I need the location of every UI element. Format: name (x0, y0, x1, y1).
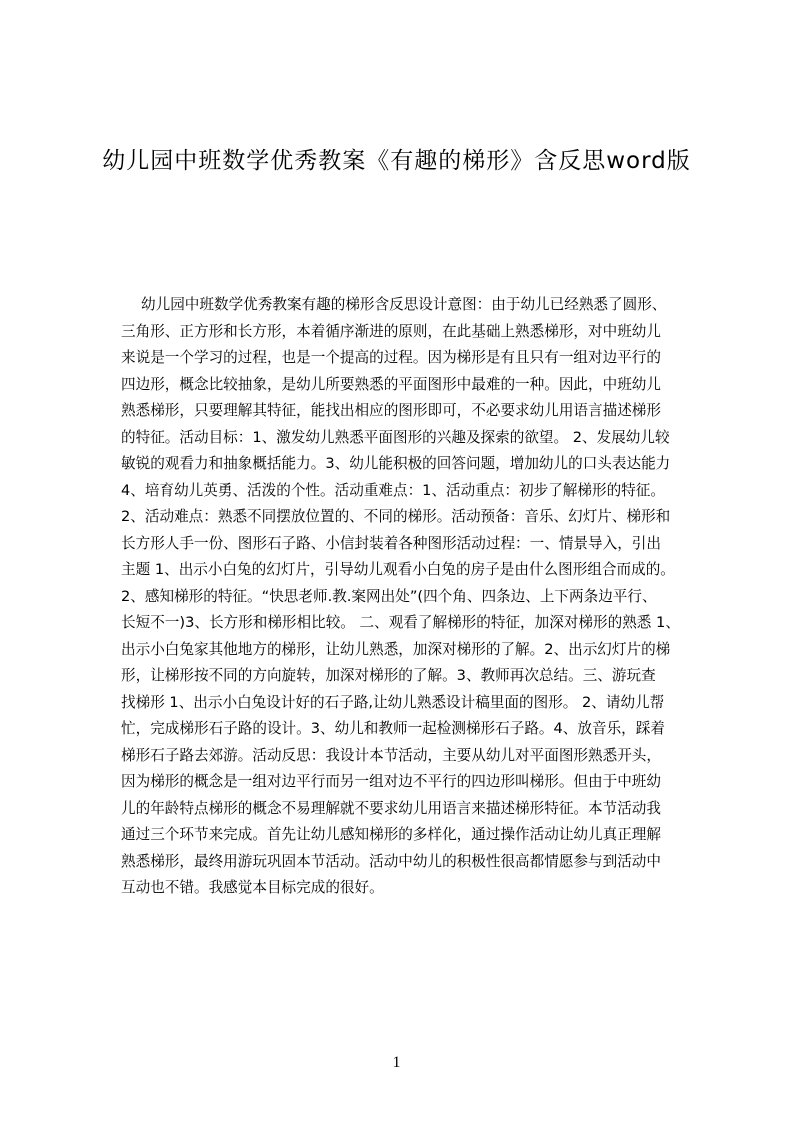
paragraph-line: 忙，完成梯形石子路的设计。3、幼儿和教师一起检测梯形石子路。4、放音乐，踩着 (121, 720, 665, 737)
paragraph-line: 梯形石子路去郊游。活动反思：我设计本节活动，主要从幼儿对平面图形熟悉开头， (121, 746, 661, 764)
paragraph-line: 长方形人手一份、图形石子路、小信封装着各种图形活动过程：一、情景导入，引出 (121, 534, 661, 552)
paragraph-line: 主题 1、出示小白兔的幻灯片，引导幼儿观看小白兔的房子是由什么图形组合而成的。 (121, 561, 675, 578)
paragraph-line: 来说是一个学习的过程，也是一个提高的过程。因为梯形是有且只有一组对边平行的 (121, 349, 661, 366)
paragraph-line: 出示小白兔家其他地方的梯形，让幼儿熟悉，加深对梯形的了解。2、出示幻灯片的梯 (121, 640, 671, 658)
paragraph-line: 敏锐的观看力和抽象概括能力。3、幼儿能积极的回答问题，增加幼儿的口头表达能力 (121, 455, 671, 472)
paragraph-line: 互动也不错。我感觉本目标完成的很好。 (121, 879, 384, 896)
document-title: 幼儿园中班数学优秀教案《有趣的梯形》含反思word版 (102, 148, 691, 174)
paragraph-line: 四边形，概念比较抽象，是幼儿所要熟悉的平面图形中最难的一种。因此，中班幼儿 (121, 375, 661, 393)
paragraph-line: 2、感知梯形的特征。“快思老师.教.案网出处”(四个角、四条边、上下两条边平行、 (121, 587, 657, 605)
paragraph-line: 因为梯形的概念是一组对边平行而另一组对边不平行的四边形叫梯形。但由于中班幼 (121, 773, 661, 790)
paragraph-line: 2、活动难点：熟悉不同摆放位置的、不同的梯形。活动预备：音乐、幻灯片、梯形和 (121, 508, 671, 525)
paragraph-line: 儿的年龄特点梯形的概念不易理解就不要求幼儿用语言来描述梯形特征。本节活动我 (121, 799, 661, 817)
paragraph-line: 熟悉梯形，只要理解其特征，能找出相应的图形即可，不必要求幼儿用语言描述梯形 (121, 402, 661, 419)
document-body (121, 292, 708, 902)
paragraph-line: 通过三个环节来完成。首先让幼儿感知梯形的多样化，通过操作活动让幼儿真正理解 (121, 826, 661, 843)
paragraph-line: 幼儿园中班数学优秀教案有趣的梯形含反思设计意图：由于幼儿已经熟悉了圆形、 (141, 296, 667, 313)
paragraph-line: 三角形、正方形和长方形，本着循序渐进的原则，在此基础上熟悉梯形，对中班幼儿 (121, 322, 661, 340)
page-number: 1 (392, 1054, 401, 1071)
paragraph-line: 找梯形 1、出示小白兔设计好的石子路,让幼儿熟悉设计稿里面的图形。 2、请幼儿帮 (121, 693, 665, 711)
paragraph-line: 长短不一)3、长方形和梯形相比较。 二、观看了解梯形的特征，加深对梯形的熟悉 1、 (121, 614, 680, 631)
paragraph-line: 形，让梯形按不同的方向旋转，加深对梯形的了解。3、教师再次总结。三、游玩查 (121, 667, 656, 684)
paragraph-line: 熟悉梯形，最终用游玩巩固本节活动。活动中幼儿的积极性很高都情愿参与到活动中 (121, 852, 661, 870)
paragraph-line: 4、培育幼儿英勇、活泼的个性。活动重难点：1、活动重点：初步了解梯形的特征。 (121, 481, 665, 499)
paragraph-line: 的特征。活动目标：1、激发幼儿熟悉平面图形的兴趣及探索的欲望。 2、发展幼儿较 (121, 428, 670, 446)
